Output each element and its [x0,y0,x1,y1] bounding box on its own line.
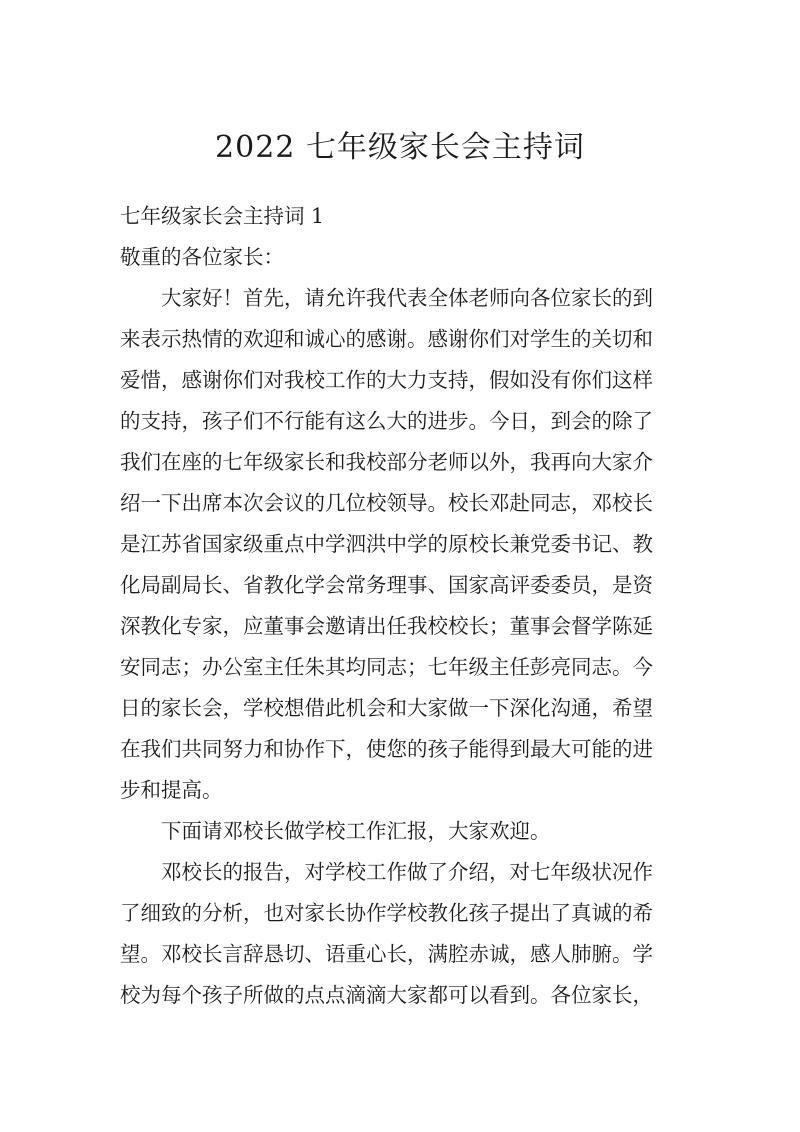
paragraph-line: 日的家长会，学校想借此机会和大家做一下深化沟通，希望 [120,696,653,720]
paragraph-line: 下面请邓校长做学校工作汇报，大家欢迎。 [161,819,551,843]
paragraph-3 [120,852,686,1016]
paragraph-line: 大家好！首先，请允许我代表全体老师向各位家长的到 [161,286,653,310]
paragraph-line: 化局副局长、省教化学会常务理事、国家高评委委员，是资 [120,573,653,597]
paragraph-line: 来表示热情的欢迎和诚心的感谢。感谢你们对学生的关切和 [120,327,653,351]
paragraph-2 [120,811,686,852]
paragraph-line: 的支持，孩子们不行能有这么大的进步。今日，到会的除了 [120,409,653,433]
paragraph-line: 了细致的分析，也对家长协作学校教化孩子提出了真诚的希 [120,901,653,925]
section-heading: 七年级家长会主持词 1 [120,204,325,228]
paragraph-line: 绍一下出席本次会议的几位校领导。校长邓赴同志，邓校长 [120,491,653,515]
paragraph-line: 在我们共同努力和协作下，使您的孩子能得到最大可能的进 [120,737,653,761]
paragraph-line: 望。邓校长言辞恳切、语重心长，满腔赤诚，感人肺腑。学 [120,942,653,966]
paragraph-line: 步和提高。 [120,778,223,802]
paragraph-1 [120,278,686,811]
paragraph-line: 是江苏省国家级重点中学泗洪中学的原校长兼党委书记、教 [120,532,653,556]
document-body [120,196,686,1016]
paragraph-line: 校为每个孩子所做的点点滴滴大家都可以看到。各位家长， [120,983,653,1007]
paragraph-line: 安同志；办公室主任朱其均同志；七年级主任彭亮同志。今 [120,655,653,679]
paragraph-line: 爱惜，感谢你们对我校工作的大力支持，假如没有你们这样 [120,368,653,392]
paragraph-line: 我们在座的七年级家长和我校部分老师以外，我再向大家介 [120,450,653,474]
salutation: 敬重的各位家长： [120,245,284,269]
paragraph-line: 邓校长的报告，对学校工作做了介绍，对七年级状况作 [161,860,653,884]
paragraph-line: 深教化专家，应董事会邀请出任我校校长；董事会督学陈延 [120,614,653,638]
document-title: 2022 七年级家长会主持词 [215,130,585,165]
